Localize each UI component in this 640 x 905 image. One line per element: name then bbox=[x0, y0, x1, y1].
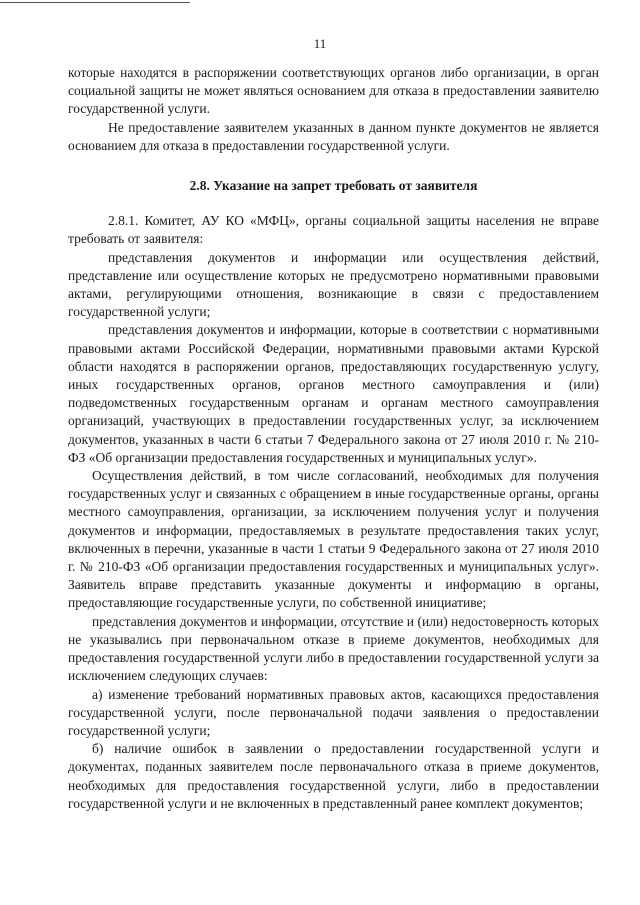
section-heading: 2.8. Указание на запрет требовать от заявителя bbox=[189, 178, 478, 194]
page-number: 11 bbox=[313, 36, 327, 51]
paragraph-requirement-4: представления документов и информации, отсутствие и (или) недостоверность которых не указывались при первоначальном отказе в приеме документов, необходимых для предоставления государственной услуги либо в предоставлении государственной услуги за исключением следующих случаев: bbox=[68, 613, 599, 684]
top-rule-line bbox=[0, 2, 190, 3]
list-item-b: б) наличие ошибок в заявлении о предоставлении государственной услуги и документах, поданных заявителем после первоначального отказа в приеме документов, необходимых для предоставления государственной услуги, либо в предоставлении государственной услуги и не включенных в представленный ранее комплект документов; bbox=[68, 741, 599, 811]
paragraph-requirement-2: представления документов и информации, которые в соответствии с нормативными правовыми актами Российской Федерации, нормативными правовыми актами Курской области находятся в распоряжении органов, предоставляющих государственную услугу, иных государственных органов, органов местного самоуправления и (или) подведомственных государственным органам и органам местного самоуправления организаций, участвующих в предоставлении государственных услуг, за исключением документов, указанных в части 6 статьи 7 Федерального закона от 27 июля 2010 г. № 210-ФЗ «Об организации предоставления государственных и муниципальных услуг». bbox=[68, 322, 599, 465]
paragraph-not-grounds: Не предоставление заявителем указанных в данном пункте документов не является основанием для отказа в предоставлении государственной услуги. bbox=[68, 119, 599, 153]
document-body bbox=[68, 64, 599, 813]
paragraph-continuation: которые находятся в распоряжении соответствующих органов либо организации, в орган социальной защиты не может являться основанием для отказа в предоставлении заявителю государственной услуги. bbox=[68, 65, 599, 117]
paragraph-requirement-1: представления документов и информации или осуществления действий, представление или осуществление которых не предусмотрено нормативными правовыми актами, регулирующими отношения, возникающие в связи с предоставлением государственной услуги; bbox=[68, 249, 599, 320]
list-item-a: а) изменение требований нормативных правовых актов, касающихся предоставления государственной услуги, после первоначальной подачи заявления о предоставлении государственной услуги; bbox=[68, 686, 599, 738]
paragraph-requirement-3: Осуществления действий, в том числе согласований, необходимых для получения государственных услуг и связанных с обращением в иные государственные органы, органы местного самоуправления, организации, за исключением получения услуг и получения документов и информации, предоставляемых в результате предоставления таких услуг, включенных в перечни, указанные в части 1 статьи 9 Федерального закона от 27 июля 2010 г. № 210-ФЗ «Об организации предоставления государственных и муниципальных услуг». Заявитель вправе представить указанные документы и информацию в органы, предоставляющие государственные услуги, по собственной инициативе; bbox=[68, 468, 599, 611]
paragraph-2-8-1: 2.8.1. Комитет, АУ КО «МФЦ», органы социальной защиты населения не вправе требовать от заявителя: bbox=[68, 213, 599, 247]
